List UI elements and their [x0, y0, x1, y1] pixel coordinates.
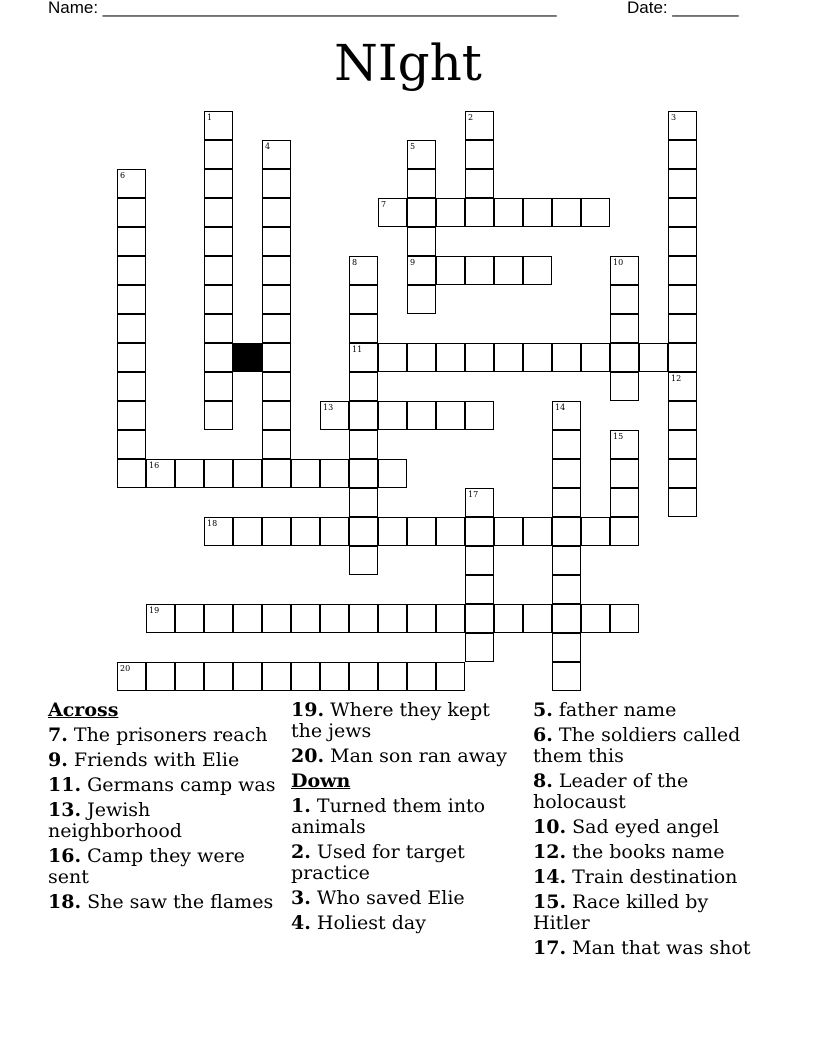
grid-cell[interactable]	[465, 488, 494, 517]
grid-cell[interactable]	[175, 604, 204, 633]
grid-cell[interactable]	[320, 662, 349, 691]
grid-cell[interactable]	[262, 198, 291, 227]
grid-cell[interactable]	[349, 430, 378, 459]
grid-cell[interactable]	[349, 314, 378, 343]
clue-down-10: 10. Sad eyed angel	[533, 816, 720, 838]
grid-cell[interactable]	[494, 604, 523, 633]
grid-cell[interactable]	[320, 517, 349, 546]
grid-cell[interactable]	[262, 343, 291, 372]
grid-cell[interactable]	[668, 314, 697, 343]
grid-cell[interactable]	[117, 662, 146, 691]
grid-cell[interactable]	[407, 604, 436, 633]
grid-cell[interactable]	[552, 430, 581, 459]
clue-across-9: 9. Friends with Elie	[48, 749, 240, 771]
grid-cell[interactable]	[320, 401, 349, 430]
clue-down-17: 17. Man that was shot	[533, 937, 751, 959]
clue-down-2: 2. Used for target practice	[291, 841, 465, 884]
grid-cell[interactable]	[494, 517, 523, 546]
grid-cell[interactable]	[407, 256, 436, 285]
grid-cell[interactable]	[523, 343, 552, 372]
grid-cell[interactable]	[204, 169, 233, 198]
grid-cell[interactable]	[117, 256, 146, 285]
cell-number: 1	[207, 113, 213, 122]
grid-cell[interactable]	[668, 343, 697, 372]
clue-across-11: 11. Germans camp was	[48, 774, 276, 796]
grid-cell[interactable]	[581, 604, 610, 633]
grid-cell[interactable]	[552, 198, 581, 227]
grid-cell[interactable]	[117, 430, 146, 459]
grid-cell[interactable]	[465, 517, 494, 546]
clue-down-3: 3. Who saved Elie	[291, 887, 465, 909]
grid-cell[interactable]	[552, 459, 581, 488]
grid-cell[interactable]	[233, 517, 262, 546]
grid-cell[interactable]	[204, 227, 233, 256]
grid-cell[interactable]	[262, 662, 291, 691]
clues-column-2	[291, 700, 523, 938]
cell-number: 19	[149, 606, 160, 615]
grid-cell[interactable]	[349, 604, 378, 633]
grid-cell[interactable]	[465, 401, 494, 430]
grid-cell[interactable]	[523, 256, 552, 285]
grid-cell[interactable]	[378, 662, 407, 691]
grid-cell[interactable]	[465, 256, 494, 285]
grid-cell[interactable]	[262, 401, 291, 430]
clue-down-6: 6. The soldiers called them this	[533, 724, 741, 767]
grid-cell[interactable]	[523, 198, 552, 227]
grid-cell[interactable]	[262, 430, 291, 459]
clue-across-20: 20. Man son ran away	[291, 745, 507, 767]
grid-cell[interactable]	[262, 256, 291, 285]
grid-cell[interactable]	[668, 430, 697, 459]
grid-cell[interactable]	[436, 343, 465, 372]
clues-column-1	[48, 700, 280, 917]
grid-cell[interactable]	[117, 401, 146, 430]
grid-cell[interactable]	[204, 285, 233, 314]
clue-across-19: 19. Where they kept the jews	[291, 699, 490, 742]
grid-cell[interactable]	[552, 488, 581, 517]
grid-cell[interactable]	[291, 662, 320, 691]
cell-number: 16	[149, 461, 160, 470]
grid-cell[interactable]	[668, 198, 697, 227]
clue-down-15: 15. Race killed by Hitler	[533, 891, 709, 934]
grid-cell[interactable]	[262, 285, 291, 314]
grid-cell[interactable]	[552, 604, 581, 633]
grid-cell[interactable]	[378, 343, 407, 372]
grid-cell[interactable]	[262, 517, 291, 546]
grid-cell[interactable]	[465, 343, 494, 372]
grid-cell[interactable]	[117, 459, 146, 488]
grid-cell[interactable]	[175, 662, 204, 691]
grid-cell[interactable]	[291, 459, 320, 488]
cell-number: 4	[265, 142, 271, 151]
grid-cell[interactable]	[407, 401, 436, 430]
grid-cell[interactable]	[552, 633, 581, 662]
grid-cell[interactable]	[262, 314, 291, 343]
grid-cell[interactable]	[494, 198, 523, 227]
grid-cell[interactable]	[465, 169, 494, 198]
cell-number: 17	[468, 490, 479, 499]
grid-cell[interactable]	[349, 256, 378, 285]
grid-cell[interactable]	[204, 343, 233, 372]
grid-cell[interactable]	[349, 459, 378, 488]
grid-cell[interactable]	[204, 401, 233, 430]
grid-cell[interactable]	[262, 459, 291, 488]
grid-cell[interactable]	[581, 343, 610, 372]
grid-cell[interactable]	[668, 401, 697, 430]
grid-cell[interactable]	[610, 517, 639, 546]
grid-cell[interactable]	[610, 488, 639, 517]
cell-number: 7	[381, 200, 387, 209]
grid-cell[interactable]	[465, 140, 494, 169]
cell-number: 15	[613, 432, 624, 441]
grid-cell[interactable]	[146, 604, 175, 633]
grid-cell[interactable]	[610, 430, 639, 459]
grid-cell[interactable]	[552, 517, 581, 546]
grid-cell[interactable]	[552, 575, 581, 604]
grid-cell[interactable]	[465, 111, 494, 140]
grid-cell[interactable]	[349, 517, 378, 546]
grid-cell[interactable]	[668, 459, 697, 488]
grid-cell[interactable]	[233, 662, 262, 691]
cell-number: 14	[555, 403, 566, 412]
grid-cell[interactable]	[291, 517, 320, 546]
grid-cell[interactable]	[320, 604, 349, 633]
clue-down-1: 1. Turned them into animals	[291, 795, 486, 838]
grid-cell[interactable]	[581, 198, 610, 227]
grid-cell[interactable]	[204, 517, 233, 546]
cell-number: 9	[410, 258, 416, 267]
grid-cell[interactable]	[349, 488, 378, 517]
grid-cell[interactable]	[349, 546, 378, 575]
clue-down-5: 5. father name	[533, 699, 677, 721]
grid-cell[interactable]	[436, 662, 465, 691]
page-title: NIght	[334, 34, 482, 92]
cell-number: 3	[671, 113, 677, 122]
grid-cell[interactable]	[117, 372, 146, 401]
grid-cell[interactable]	[204, 198, 233, 227]
cell-number: 8	[352, 258, 358, 267]
grid-cell[interactable]	[320, 459, 349, 488]
grid-cell[interactable]	[407, 517, 436, 546]
grid-cell[interactable]	[465, 575, 494, 604]
black-cell	[233, 343, 262, 372]
grid-cell[interactable]	[204, 111, 233, 140]
grid-cell[interactable]	[233, 604, 262, 633]
grid-cell[interactable]	[233, 459, 262, 488]
grid-cell[interactable]	[204, 140, 233, 169]
clue-down-14: 14. Train destination	[533, 866, 738, 888]
cell-number: 11	[352, 345, 363, 354]
grid-cell[interactable]	[291, 604, 320, 633]
grid-cell[interactable]	[668, 285, 697, 314]
grid-cell[interactable]	[117, 169, 146, 198]
grid-cell[interactable]	[436, 604, 465, 633]
date-field-label: Date: _______	[627, 0, 739, 17]
cell-number: 2	[468, 113, 474, 122]
grid-cell[interactable]	[407, 662, 436, 691]
grid-cell[interactable]	[146, 459, 175, 488]
grid-cell[interactable]	[581, 517, 610, 546]
grid-cell[interactable]	[204, 662, 233, 691]
grid-cell[interactable]	[465, 604, 494, 633]
grid-cell[interactable]	[610, 314, 639, 343]
grid-cell[interactable]	[494, 343, 523, 372]
grid-cell[interactable]	[610, 256, 639, 285]
grid-cell[interactable]	[349, 401, 378, 430]
grid-cell[interactable]	[407, 343, 436, 372]
clue-down-8: 8. Leader of the holocaust	[533, 770, 689, 813]
grid-cell[interactable]	[117, 314, 146, 343]
cell-number: 20	[120, 664, 131, 673]
clue-across-18: 18. She saw the flames	[48, 891, 274, 913]
grid-cell[interactable]	[378, 198, 407, 227]
grid-cell[interactable]	[378, 459, 407, 488]
cell-number: 5	[410, 142, 416, 151]
grid-cell[interactable]	[639, 343, 668, 372]
grid-cell[interactable]	[204, 604, 233, 633]
grid-cell[interactable]	[349, 343, 378, 372]
grid-cell[interactable]	[262, 169, 291, 198]
grid-cell[interactable]	[436, 256, 465, 285]
grid-cell[interactable]	[349, 285, 378, 314]
grid-cell[interactable]	[407, 140, 436, 169]
grid-cell[interactable]	[465, 633, 494, 662]
cell-number: 6	[120, 171, 126, 180]
grid-cell[interactable]	[262, 604, 291, 633]
grid-cell[interactable]	[407, 285, 436, 314]
grid-cell[interactable]	[204, 256, 233, 285]
grid-cell[interactable]	[262, 372, 291, 401]
grid-cell[interactable]	[407, 198, 436, 227]
grid-cell[interactable]	[668, 488, 697, 517]
grid-cell[interactable]	[436, 401, 465, 430]
cell-number: 12	[671, 374, 682, 383]
grid-cell[interactable]	[610, 604, 639, 633]
grid-cell[interactable]	[668, 372, 697, 401]
grid-cell[interactable]	[610, 343, 639, 372]
clue-down-12: 12. the books name	[533, 841, 725, 863]
grid-cell[interactable]	[668, 256, 697, 285]
grid-cell[interactable]	[610, 285, 639, 314]
grid-cell[interactable]	[349, 372, 378, 401]
grid-cell[interactable]	[407, 227, 436, 256]
clue-across-13: 13. Jewish neighborhood	[48, 799, 182, 842]
grid-cell[interactable]	[465, 198, 494, 227]
grid-cell[interactable]	[117, 343, 146, 372]
grid-cell[interactable]	[552, 343, 581, 372]
grid-cell[interactable]	[204, 459, 233, 488]
grid-cell[interactable]	[407, 169, 436, 198]
grid-cell[interactable]	[668, 227, 697, 256]
grid-cell[interactable]	[204, 314, 233, 343]
grid-cell[interactable]	[436, 198, 465, 227]
grid-cell[interactable]	[610, 459, 639, 488]
grid-cell[interactable]	[378, 517, 407, 546]
grid-cell[interactable]	[378, 604, 407, 633]
grid-cell[interactable]	[465, 546, 494, 575]
name-field-label: Name: ________________________________________________	[48, 0, 557, 17]
grid-cell[interactable]	[436, 517, 465, 546]
grid-cell[interactable]	[117, 285, 146, 314]
clue-across-7: 7. The prisoners reach	[48, 724, 268, 746]
across-heading: Across	[48, 699, 119, 721]
cell-number: 10	[613, 258, 624, 267]
grid-cell[interactable]	[668, 140, 697, 169]
grid-cell[interactable]	[668, 169, 697, 198]
cell-number: 18	[207, 519, 218, 528]
grid-cell[interactable]	[523, 517, 552, 546]
clue-across-16: 16. Camp they were sent	[48, 845, 245, 888]
grid-cell[interactable]	[378, 401, 407, 430]
grid-cell[interactable]	[349, 662, 378, 691]
grid-cell[interactable]	[552, 401, 581, 430]
grid-cell[interactable]	[668, 111, 697, 140]
grid-cell[interactable]	[552, 662, 581, 691]
cell-number: 13	[323, 403, 334, 412]
grid-cell[interactable]	[523, 604, 552, 633]
clues-column-3	[533, 700, 765, 963]
grid-cell[interactable]	[552, 546, 581, 575]
clue-down-4: 4. Holiest day	[291, 912, 426, 934]
down-heading: Down	[291, 770, 351, 792]
grid-cell[interactable]	[262, 140, 291, 169]
grid-cell[interactable]	[204, 372, 233, 401]
grid-cell[interactable]	[146, 662, 175, 691]
grid-cell[interactable]	[117, 198, 146, 227]
grid-cell[interactable]	[117, 227, 146, 256]
grid-cell[interactable]	[175, 459, 204, 488]
grid-cell[interactable]	[610, 372, 639, 401]
grid-cell[interactable]	[494, 256, 523, 285]
grid-cell[interactable]	[262, 227, 291, 256]
